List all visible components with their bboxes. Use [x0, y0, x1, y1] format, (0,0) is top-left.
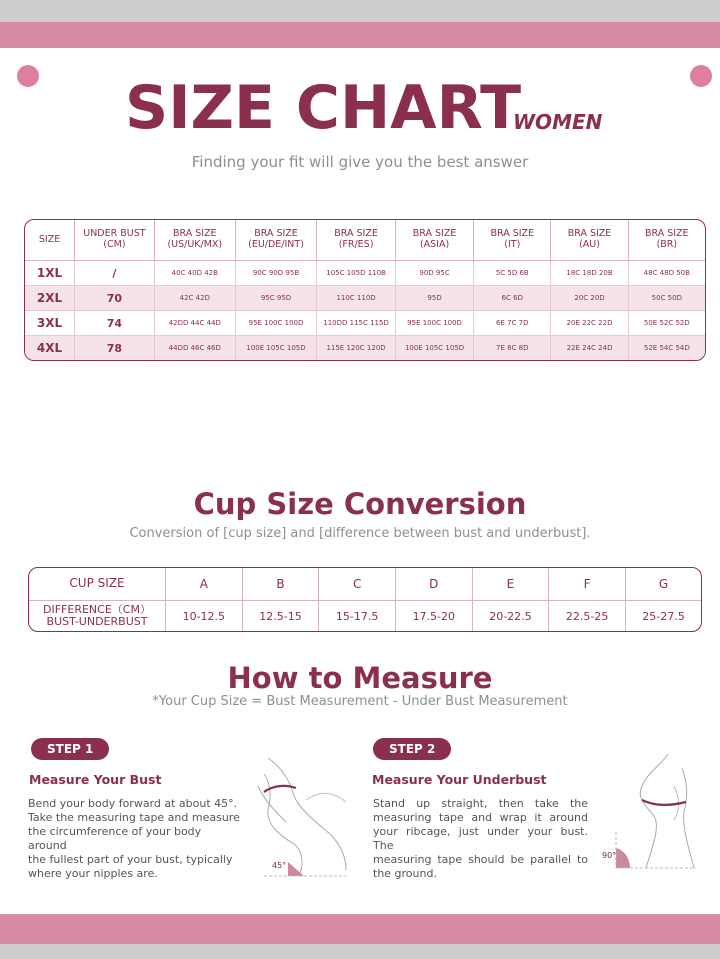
cup-size-cell: A: [166, 568, 243, 601]
cup-size-cell: D: [396, 568, 473, 601]
left-dot-decoration: [17, 65, 39, 87]
step-1-heading: Measure Your Bust: [29, 772, 162, 787]
underbust-cell: 78: [75, 336, 155, 360]
bra-size-cell: 100E 105C 105D: [236, 336, 317, 360]
header-line: (IT): [504, 239, 521, 250]
bra-size-cell: 7E 8C 8D: [474, 336, 551, 360]
step-2-line: measuring tape should be parallel to: [373, 853, 588, 866]
bottom-gray-band: [0, 944, 720, 959]
bra-size-cell: 18C 18D 20B: [551, 261, 628, 286]
size-table-header: [474, 220, 551, 261]
bra-size-cell: 115E 120C 120D: [317, 336, 396, 360]
header-line: (US/UK/MX): [167, 239, 223, 250]
size-table-header: [396, 220, 474, 261]
difference-cell: 20-22.5: [473, 601, 550, 631]
bra-size-cell: 20C 20D: [551, 286, 628, 311]
top-pink-band: [0, 22, 720, 48]
difference-cell: 25-27.5: [642, 609, 685, 623]
step-1-line: where your nipples are.: [28, 867, 158, 880]
size-table-header: [25, 220, 75, 261]
step-1-line: the circumference of your body around: [28, 825, 202, 852]
size-table-header: [629, 220, 705, 261]
cup-size-cell: F: [549, 568, 626, 601]
header-line: (AU): [579, 239, 600, 250]
bra-size-cell: 6C 6D: [474, 286, 551, 311]
top-gray-band: [0, 0, 720, 22]
header-line: BRA SIZE: [412, 228, 457, 240]
size-table-header: [317, 220, 396, 261]
bra-size-cell: 95E 100C 100D: [236, 311, 317, 336]
bra-size-cell: 42C 42D: [155, 286, 236, 311]
header-line: BRA SIZE: [172, 228, 217, 240]
cup-size-cell: C: [319, 568, 396, 601]
size-table-header: [155, 220, 236, 261]
header-line: (EU/DE/INT): [248, 239, 304, 250]
bra-size-cell: 95E 100C 100D: [396, 311, 474, 336]
table-row: [25, 261, 705, 286]
step-2-heading: Measure Your Underbust: [372, 772, 547, 787]
step-1-line: Bend your body forward at about 45°.: [28, 797, 238, 810]
step-1-angle: 45°: [272, 861, 287, 870]
size-cell: 3XL: [25, 311, 75, 336]
header-line: BRA SIZE: [334, 228, 378, 240]
size-chart-table: [24, 219, 706, 361]
bra-size-cell: 50C 50D: [629, 286, 705, 311]
size-table-header: [75, 220, 155, 261]
header-line: BRA SIZE: [490, 228, 535, 240]
step-1-line: the fullest part of your bust, typically: [28, 853, 233, 866]
header-line: UNDER BUST: [83, 228, 146, 240]
table-row: [25, 336, 705, 360]
cup-size-cell: B: [243, 568, 320, 601]
header-line: (FR/ES): [338, 239, 374, 250]
header-line: (ASIA): [419, 239, 450, 250]
cup-section-subtitle: Conversion of [cup size] and [difference between bust and underbust].: [129, 526, 591, 541]
step-1-badge: STEP 1: [31, 738, 109, 760]
size-table-header: [236, 220, 317, 261]
cup-size-cell: G: [626, 568, 701, 601]
header-line: BRA SIZE: [567, 228, 612, 240]
header-line: (BR): [656, 239, 678, 250]
table-row: [25, 286, 705, 311]
step-2-text: [373, 797, 588, 881]
bra-size-cell: 95C 95D: [236, 286, 317, 311]
bust-measure-illustration: [250, 752, 360, 880]
header-line: BRA SIZE: [645, 228, 689, 240]
size-cell: 1XL: [25, 261, 75, 286]
bra-size-cell: 110C 110D: [317, 286, 396, 311]
step-1-line: Take the measuring tape and measure: [28, 811, 240, 824]
step-2-angle: 90°: [602, 851, 617, 860]
header-line: (CM): [103, 239, 126, 250]
difference-label-line1: DIFFERENCE（CM）: [43, 602, 151, 616]
bra-size-cell: 105C 105D 110B: [317, 261, 396, 286]
step-2-line: your ribcage, just under your bust. The: [373, 825, 588, 852]
bra-size-cell: 44DD 46C 46D: [155, 336, 236, 360]
difference-cell: 10-12.5: [166, 601, 243, 631]
size-cell: 4XL: [25, 336, 75, 360]
underbust-measure-illustration: [596, 750, 704, 874]
difference-cell: 22.5-25: [549, 601, 626, 631]
title-tag: WOMEN: [513, 110, 603, 134]
bottom-pink-band: [0, 914, 720, 944]
underbust-cell: /: [75, 261, 155, 286]
page-title: SIZE CHART: [125, 73, 522, 143]
cup-size-label: CUP SIZE: [29, 568, 166, 601]
measure-formula: *Your Cup Size = Bust Measurement - Under Bust Measurement: [152, 694, 568, 709]
right-dot-decoration: [690, 65, 712, 87]
cup-conversion-table: [28, 567, 702, 632]
bra-size-cell: 52E 54C 54D: [629, 336, 705, 360]
bra-size-cell: 22E 24C 24D: [551, 336, 628, 360]
step-2-badge: STEP 2: [373, 738, 451, 760]
measure-section-title: How to Measure: [227, 661, 493, 695]
bra-size-cell: 42DD 44C 44D: [155, 311, 236, 336]
bra-size-cell: 6E 7C 7D: [474, 311, 551, 336]
difference-cell: 12.5-15: [243, 601, 320, 631]
step-2-line: Stand up straight, then take the: [373, 797, 588, 810]
page-subtitle: Finding your fit will give you the best answer: [191, 153, 529, 171]
difference-label-line2: BUST-UNDERBUST: [46, 615, 148, 628]
bra-size-cell: 95D: [396, 286, 474, 311]
underbust-cell: 70: [75, 286, 155, 311]
step-1-text: [28, 797, 243, 881]
header-line: BRA SIZE: [254, 228, 298, 240]
step-2-line: measuring tape and wrap it around: [373, 811, 588, 824]
difference-cell: 15-17.5: [319, 601, 396, 631]
size-cell: 2XL: [25, 286, 75, 311]
bra-size-cell: 5C 5D 6B: [474, 261, 551, 286]
difference-label: [29, 601, 166, 631]
cup-size-cell: E: [473, 568, 550, 601]
size-table-header: [551, 220, 628, 261]
difference-cell: 17.5-20: [396, 601, 473, 631]
cup-section-title: Cup Size Conversion: [193, 487, 527, 521]
step-2-line: the ground.: [373, 867, 437, 880]
bra-size-cell: 48C 48D 50B: [629, 261, 705, 286]
bra-size-cell: 20E 22C 22D: [551, 311, 628, 336]
header-line: SIZE: [38, 233, 61, 245]
bra-size-cell: 40C 40D 42B: [155, 261, 236, 286]
bra-size-cell: 90D 95C: [396, 261, 474, 286]
table-row: [25, 311, 705, 336]
bra-size-cell: 100E 105C 105D: [396, 336, 474, 360]
bra-size-cell: 110DD 115C 115D: [317, 311, 396, 336]
bra-size-cell: 90C 90D 95B: [236, 261, 317, 286]
bra-size-cell: 50E 52C 52D: [629, 311, 705, 336]
underbust-cell: 74: [75, 311, 155, 336]
